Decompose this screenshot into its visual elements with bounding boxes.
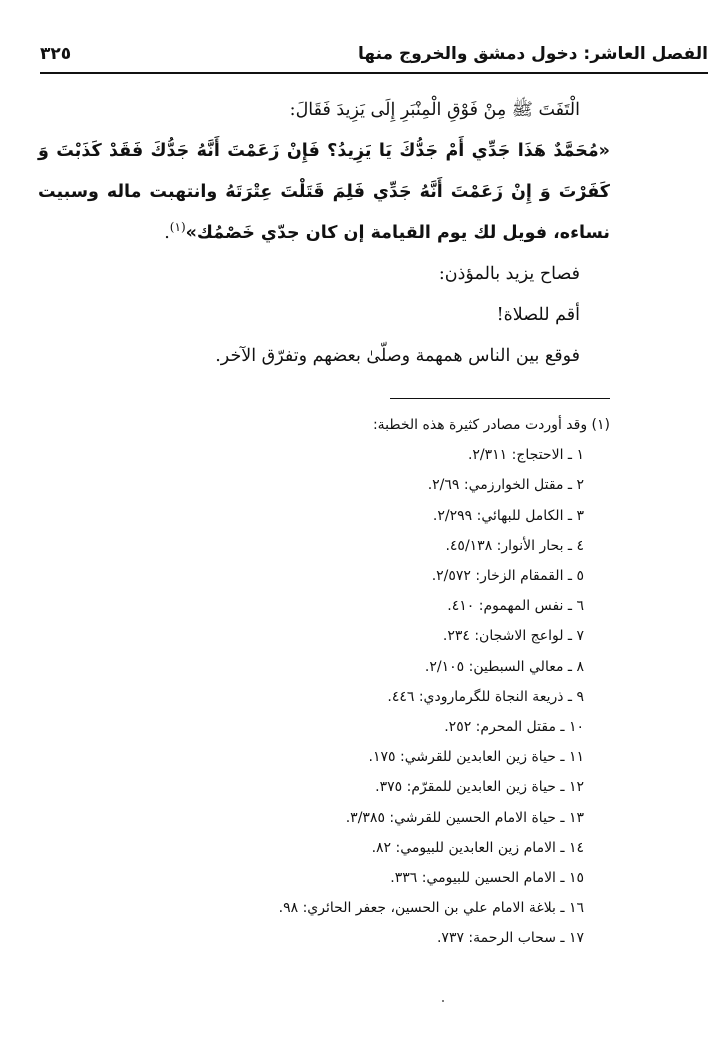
source-item: ٨ ـ معالي السبطين: ٢/١٠٥. xyxy=(424,658,584,675)
source-item: ٩ ـ ذريعة النجاة للگرمارودي: ٤٤٦. xyxy=(387,688,584,705)
footnote-intro: (١) وقد أوردت مصادر كثيرة هذه الخطبة: xyxy=(372,417,610,433)
header-divider xyxy=(40,72,708,74)
paragraph-intro: الْتَفَتَ ﷺ مِنْ فَوْقِ الْمِنْبَرِ إِلَى يَزِيدَ فَقَالَ: xyxy=(289,100,580,120)
source-list xyxy=(200,440,610,953)
paragraph-muezzin: فصاح يزيد بالمؤذن: xyxy=(438,264,580,284)
footnotes xyxy=(200,410,610,954)
source-item: ١٤ ـ الامام زين العابدين للبيومي: ٨٢. xyxy=(371,839,584,856)
source-item: ١٥ ـ الامام الحسين للبيومي: ٣٣٦. xyxy=(390,870,584,887)
page-number: ٣٢٥ xyxy=(40,44,72,64)
page-speck xyxy=(442,1000,444,1002)
paragraph-dispersal: فوقع بين الناس همهمة وصلّىٰ بعضهم وتفرّق الآخر. xyxy=(215,346,580,366)
quote-text-plain: وانتهبت ماله وسبيت نساءه، فويل لك يوم القيامة إن كان جدّي خَصْمُك» xyxy=(38,182,610,243)
footnote-ref: (١) xyxy=(169,220,186,235)
source-item: ١٦ ـ بلاغة الامام علي بن الحسين، جعفر الحائري: ٩٨. xyxy=(278,900,584,917)
source-item: ٥ ـ القمقام الزخار: ٢/٥٧٢. xyxy=(431,568,584,585)
chapter-title: الفصل العاشر: دخول دمشق والخروج منها xyxy=(358,44,708,64)
quote-end-mark: . xyxy=(164,223,170,243)
paragraph-prayer: أقم للصلاة! xyxy=(496,305,580,325)
main-text xyxy=(38,90,610,377)
quote-text-voweled: «مُحَمَّدٌ هَذَا جَدِّي أَمْ جَدُّكَ يَا يَزِيدُ؟ فَإِنْ زَعَمْتَ أَنَّهُ جَدُّكَ فَقَدْ كَذَبْتَ وَ كَفَرْتَ وَ إِنْ زَعَمْتَ أَنَّهُ جَدِّي فَلِمَ قَتَلْتَ عِتْرَتَهُ xyxy=(38,141,610,202)
page-header xyxy=(40,40,708,70)
source-item: ٧ ـ لواعج الاشجان: ٢٣٤. xyxy=(442,628,584,645)
source-item: ١٣ ـ حياة الامام الحسين للقرشي: ٣/٣٨٥. xyxy=(345,809,584,826)
source-item: ١٧ ـ سحاب الرحمة: ٧٣٧. xyxy=(436,930,584,947)
paragraph-quote xyxy=(38,131,610,254)
footnote-divider xyxy=(390,398,610,399)
source-item: ١ ـ الاحتجاج: ٢/٣١١. xyxy=(467,447,584,464)
source-item: ١١ ـ حياة زين العابدين للقرشي: ١٧٥. xyxy=(368,749,584,766)
source-item: ١٢ ـ حياة زين العابدين للمقرّم: ٣٧٥. xyxy=(375,779,584,796)
source-item: ٢ ـ مقتل الخوارزمي: ٢/٦٩. xyxy=(427,477,584,494)
source-item: ٣ ـ الكامل للبهائي: ٢/٢٩٩. xyxy=(432,507,584,524)
source-item: ١٠ ـ مقتل المحرم: ٢٥٢. xyxy=(444,719,584,736)
source-item: ٦ ـ نفس المهموم: ٤١٠. xyxy=(447,598,584,615)
source-item: ٤ ـ بحار الأنوار: ٤٥/١٣٨. xyxy=(445,537,584,554)
